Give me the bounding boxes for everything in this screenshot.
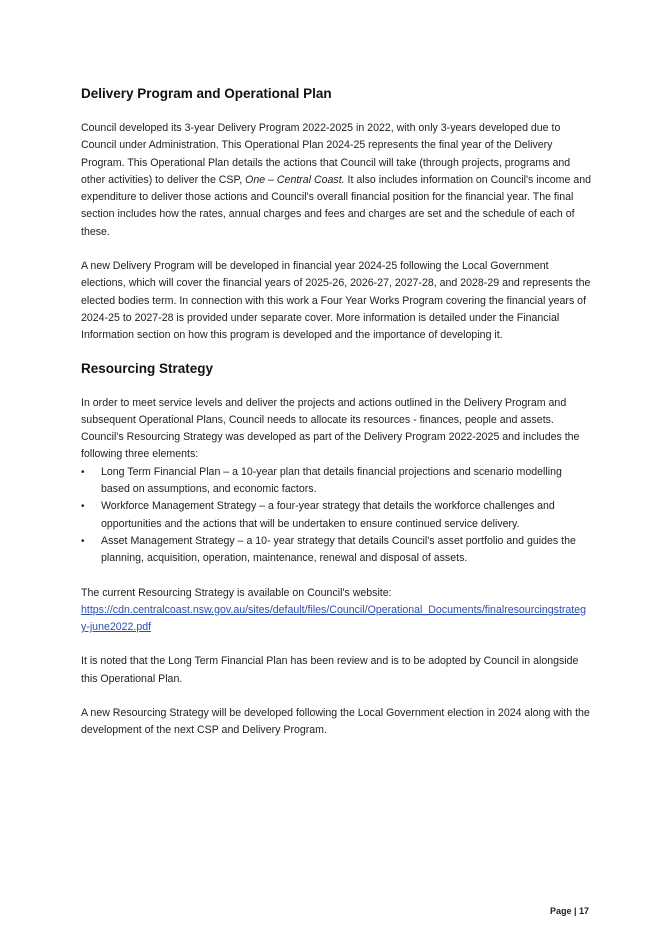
bullet-icon: • [81,466,85,478]
list-item-text: Workforce Management Strategy – a four-year strategy that details the workforce challenges and opportunities and the actions that will be undertaken to ensure continued service delivery. [101,500,555,530]
delivery-program-text-part1: Council developed its 3-year Delivery Program 2022-2025 in 2022, with only 3-years developed due to Council under Administration. This Operational Plan 2024-25 represents the final year of the Delivery Program. This Operational Plan details the actions that Council will take (through projects, programs and other activities) to deliver the CSP, [81,122,571,186]
delivery-program-paragraph [81,120,591,241]
website-paragraph [81,585,591,637]
list-item-text: Asset Management Strategy – a 10- year strategy that details Council's asset portfolio and guides the planning, acquisition, operation, maintenance, renewal and disposal of assets. [101,534,576,565]
section-heading-delivery-program: Delivery Program and Operational Plan [81,86,332,101]
resourcing-strategy-link[interactable]: https://cdn.centralcoast.nsw.gov.au/sites/default/files/Council/Operational_Documents/finalresourcingstrategy-june2022.pdf [81,603,587,634]
resourcing-intro-paragraph: In order to meet service levels and deliver the projects and actions outlined in the Delivery Program and subsequent Operational Plans, Council needs to allocate its resources - finances, people and assets. Council's Resourcing Strategy was developed as part of the Delivery Program 2022-2025 and includes the following three elements: [81,396,580,461]
page-number: Page | 17 [549,906,589,916]
section-heading-resourcing-strategy: Resourcing Strategy [81,360,214,376]
list-item-workforce [81,498,591,533]
delivery-program-text-part2: It also includes information on Council's income and expenditure to deliver those actions and Council's overall financial position for the financial year. The final section includes how the rates, annual charges and fees and charges are set and the schedule of each of these. [81,173,592,238]
website-text: The current Resourcing Strategy is available on Council's website: [81,586,392,599]
list-item-text: Long Term Financial Plan – a 10-year plan that details financial projections and scenario modelling based on assumptions, and economic factors. [101,465,562,496]
csp-title-italic: One – Central Coast. [245,173,345,186]
list-item-ltfp [81,464,591,499]
bullet-icon: • [81,501,85,513]
resourcing-elements-list [81,464,591,568]
new-resourcing-strategy-paragraph: A new Resourcing Strategy will be developed following the Local Government election in 2024 along with the development of the next CSP and Delivery Program. [81,707,590,737]
bullet-icon: • [81,535,85,547]
ltfp-note-paragraph: It is noted that the Long Term Financial Plan has been review and is to be adopted by Council in alongside this Operational Plan. [81,655,579,685]
list-item-asset [81,533,591,568]
new-delivery-program-paragraph: A new Delivery Program will be developed in financial year 2024-25 following the Local Government elections, which will cover the financial years of 2025-26, 2026-27, 2027-28, and 2028-29 and represents the elected bodies term. In connection with this work a Four Year Works Program covering the financial years of 2024-25 to 2027-28 is provided under separate cover. More information is detailed under the Financial Information section on how this program is developed and the importance of developing it. [81,260,591,342]
document-page [81,78,591,740]
